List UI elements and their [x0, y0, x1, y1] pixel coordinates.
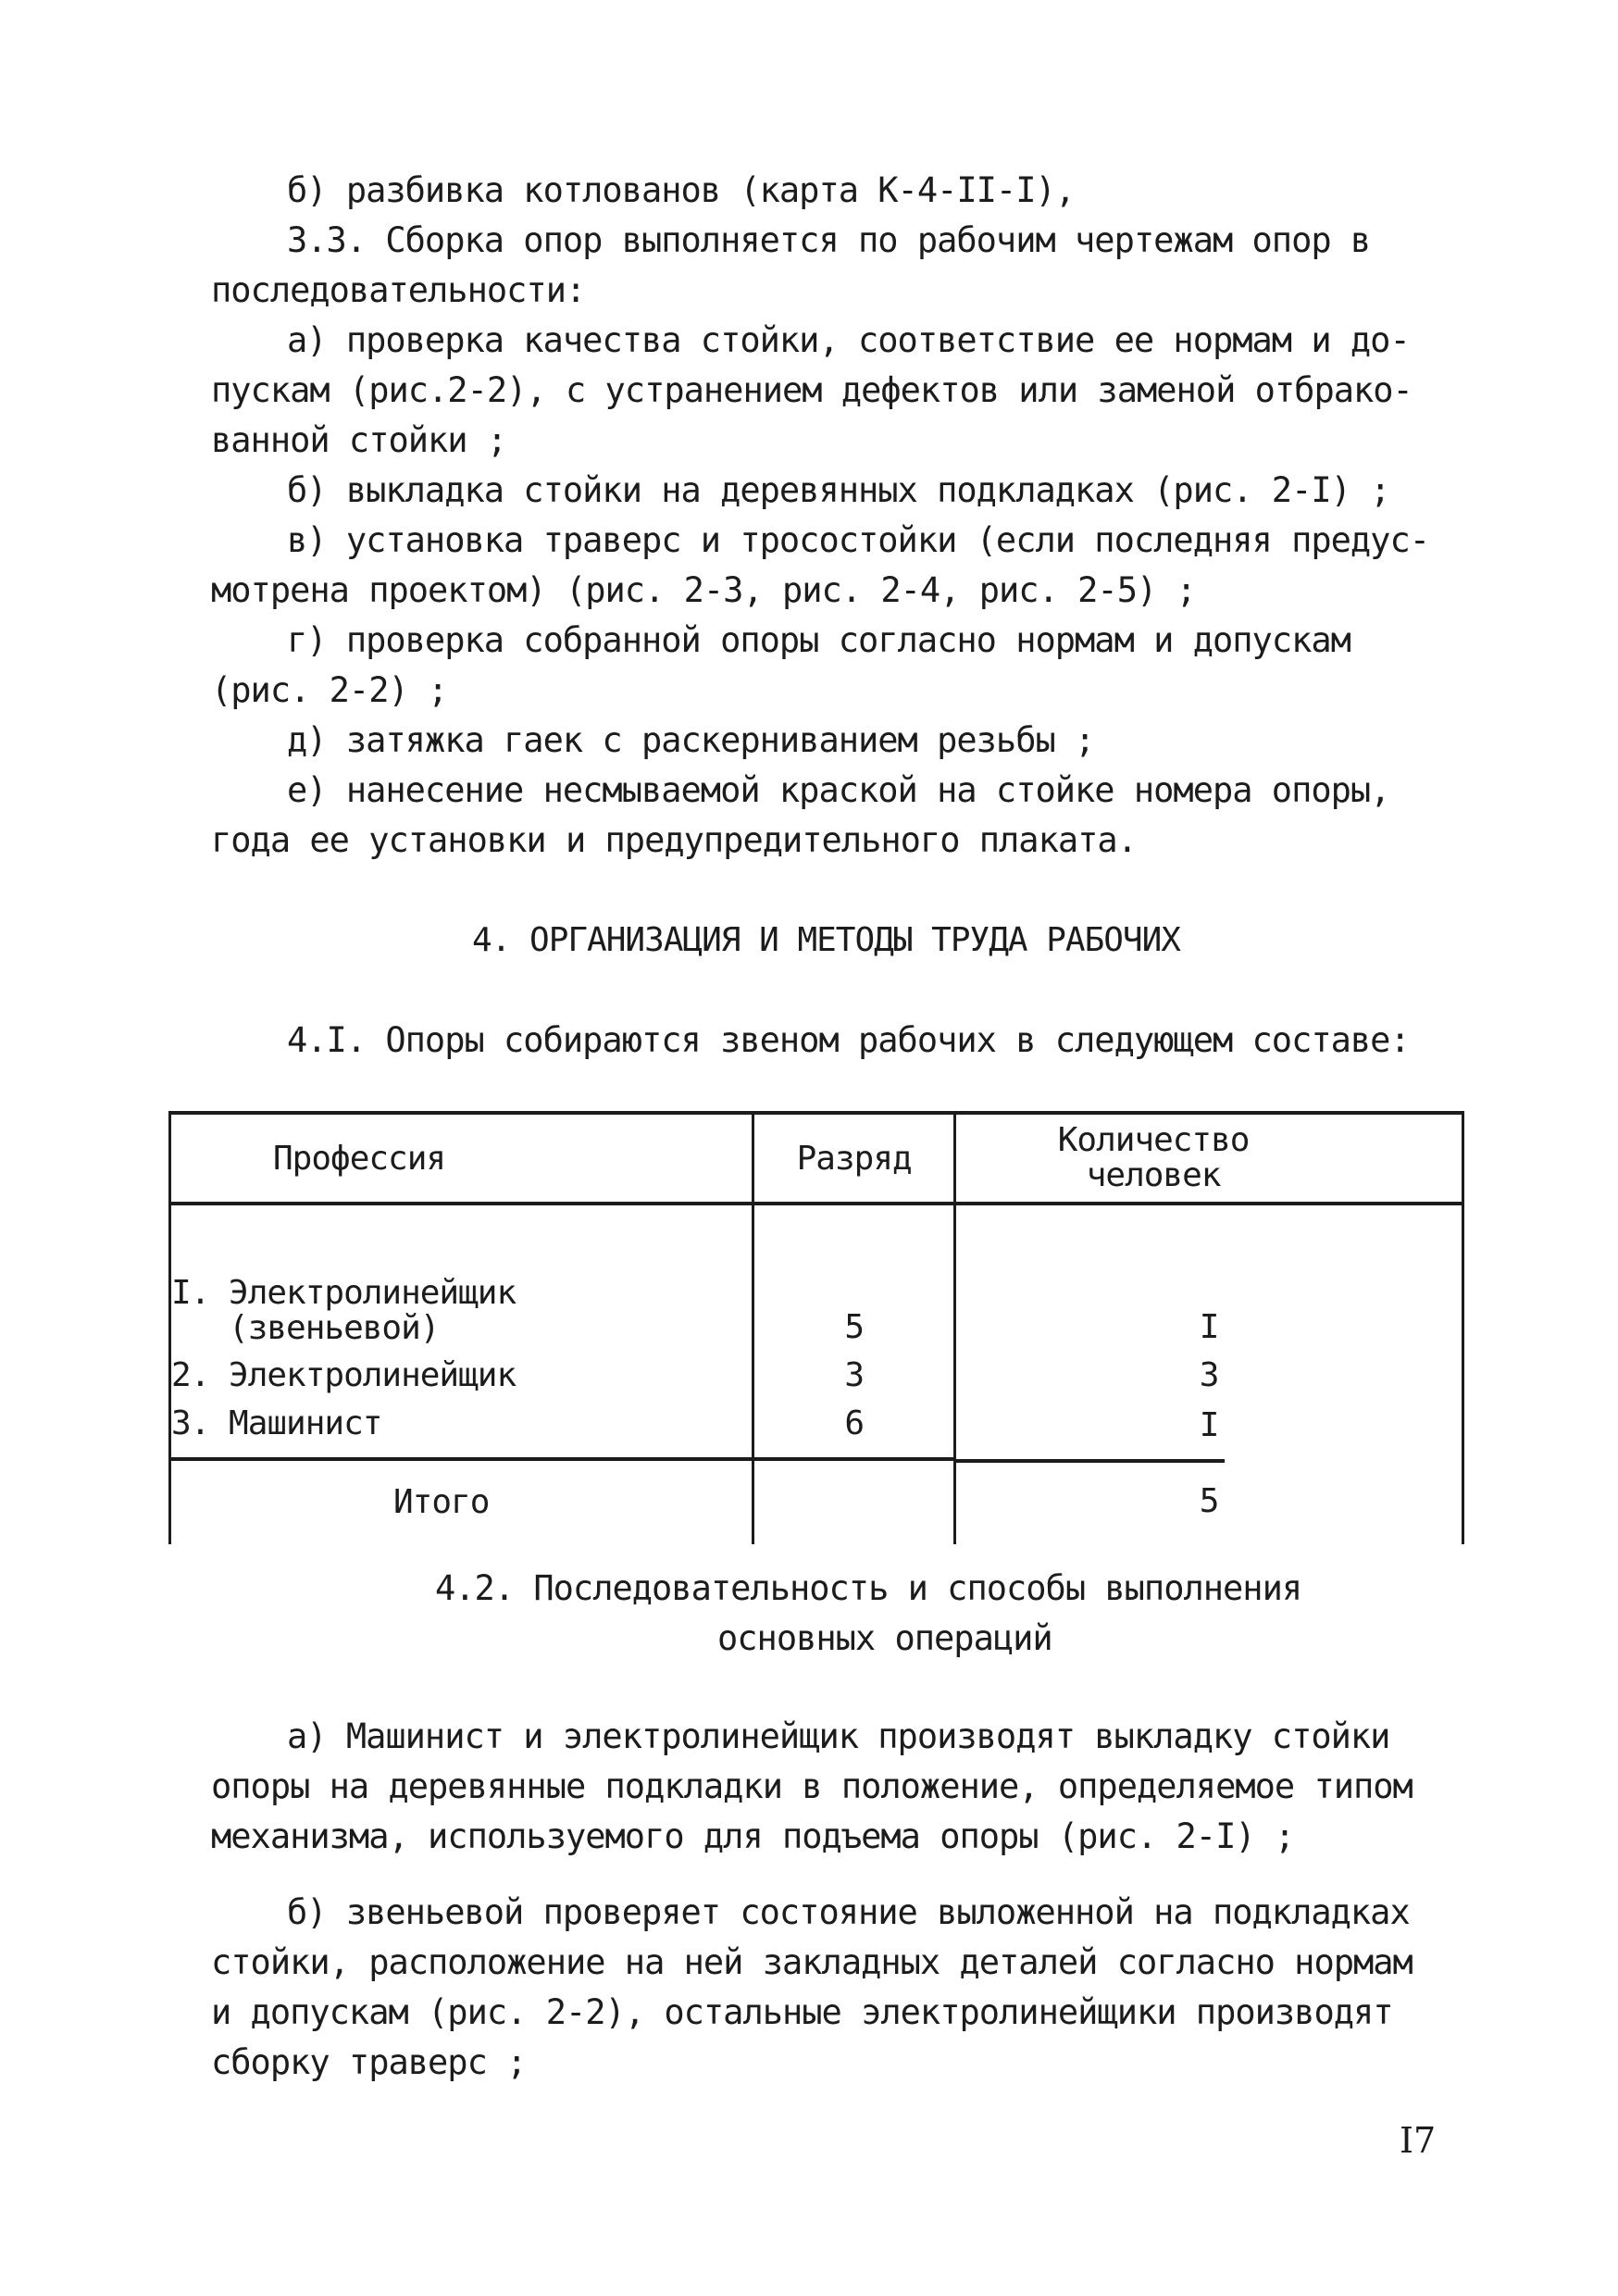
- text-line: и допускам (рис. 2-2), остальные электролинейщики производят: [211, 1992, 1393, 2032]
- text-line: д) затяжка гаек с раскерниванием резьбы ;: [287, 720, 1095, 760]
- row-count: 3: [955, 1352, 1463, 1400]
- table-row: [170, 1400, 1463, 1459]
- text-line: (рис. 2-2) ;: [211, 670, 448, 710]
- text-line: б) звеньевой проверяет состояние выложенной на подкладках: [287, 1892, 1410, 1932]
- row-profession-line2: (звеньевой): [171, 1309, 440, 1347]
- text-line: года ее установки и предупредительного плаката.: [211, 820, 1137, 860]
- table-header-row: [170, 1113, 1463, 1204]
- row-profession: 3. Машинист: [170, 1400, 753, 1459]
- text-line: пускам (рис.2-2), с устранением дефектов или заменой отбрако-: [211, 370, 1413, 410]
- row-profession: 2. Электролинейщик: [170, 1352, 753, 1400]
- header-count: [955, 1113, 1463, 1204]
- text-line: г) проверка собранной опоры согласно нормам и допускам: [287, 620, 1350, 660]
- header-count-line1: Количество: [1057, 1121, 1250, 1159]
- text-line: а) Машинист и электролинейщик производят выкладку стойки: [287, 1716, 1390, 1756]
- text-line: е) нанесение несмываемой краской на стойке номера опоры,: [287, 770, 1390, 810]
- text-line: стойки, расположение на ней закладных деталей согласно нормам: [211, 1942, 1413, 1982]
- text-line: механизма, используемого для подъема опоры (рис. 2-I) ;: [211, 1816, 1295, 1856]
- staff-table: [168, 1111, 1464, 1544]
- section-heading: 4. ОРГАНИЗАЦИЯ И МЕТОДЫ ТРУДА РАБОЧИХ: [472, 921, 1180, 959]
- row-grade: 5: [753, 1254, 955, 1352]
- total-grade-empty: [753, 1459, 955, 1544]
- table-row: [170, 1352, 1463, 1400]
- total-value: 5: [955, 1459, 1463, 1544]
- text-line: а) проверка качества стойки, соответствие ее нормам и до-: [287, 320, 1410, 360]
- row-profession: [170, 1254, 753, 1352]
- row-grade: 6: [753, 1400, 955, 1459]
- table-row: [170, 1254, 1463, 1352]
- text-line: ванной стойки ;: [211, 420, 507, 460]
- header-count-line2: человек: [1086, 1156, 1221, 1194]
- text-line: б) разбивка котлованов (карта К-4-II-I),: [287, 170, 1076, 210]
- row-count: I: [955, 1400, 1463, 1459]
- row-grade: 3: [753, 1352, 955, 1400]
- subsection-heading-line1: 4.2. Последовательность и способы выполнения: [435, 1568, 1302, 1608]
- header-profession: Профессия: [170, 1113, 753, 1204]
- text-line: б) выкладка стойки на деревянных подкладках (рис. 2-I) ;: [287, 470, 1390, 510]
- page-number: I7: [1400, 2120, 1437, 2161]
- row-count: I: [955, 1254, 1463, 1352]
- paragraph-4-1: 4.I. Опоры собираются звеном рабочих в следующем составе:: [287, 1020, 1410, 1060]
- row-profession-line1: I. Электролинейщик: [171, 1274, 517, 1312]
- subsection-heading-line2: основных операций: [717, 1618, 1052, 1658]
- header-grade: Разряд: [753, 1113, 955, 1204]
- text-line: последовательности:: [211, 270, 586, 310]
- table-spacer-row: [170, 1204, 1463, 1254]
- text-line: сборку траверс ;: [211, 2042, 527, 2082]
- text-line: в) установка траверс и тросостойки (если последняя предус-: [287, 520, 1430, 560]
- text-line: опоры на деревянные подкладки в положение, определяемое типом: [211, 1766, 1413, 1806]
- text-line: мотрена проектом) (рис. 2-3, рис. 2-4, рис. 2-5) ;: [211, 570, 1196, 610]
- text-line: 3.3. Сборка опор выполняется по рабочим чертежам опор в: [287, 220, 1371, 260]
- total-label: Итого: [170, 1459, 753, 1544]
- table-total-row: [170, 1459, 1463, 1544]
